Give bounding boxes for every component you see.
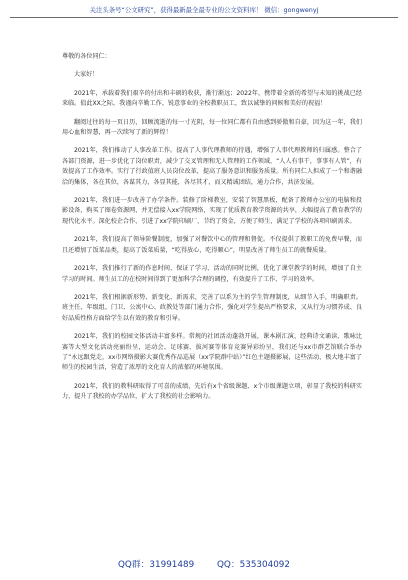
paragraph: 2021年，我们的校园文体活动丰富多样。常规的社团活动蓬勃开展，课本剧汇演、经典诗文诵读、歌咏比赛等大型文化活动亮丽纷呈，运动会、足球赛、拔河赛等体育竞赛异彩纷呈，我们还与xx市群艺馆联合举办了“永远跟党走，xx市网络摄影大赛优秀作品巡展（xx学院群中站）”红色主题摄影展，这些活动，极大地丰富了师生的校园生活，营造了浓厚的文化育人的浓郁的环境氛围。 [62,333,362,372]
paragraph: 翻阅过往的每一页日历，回顾流逝的每一寸光阴，每一位同仁都有自由感到骄傲和自豪，因为这一年，我们用心血和智慧，再一次续写了新的辉煌！ [62,118,362,137]
qq-number: QQ：535304092 [216,560,291,570]
qq-group-number: QQ群：31991489 [117,560,195,570]
page-header: 关注头条号“公文研究”，获得最新最全最专业的公文资料库！ 微信：gongwenyj [10,6,398,18]
paragraph: 2021年，我们进一步改善了办学条件。装修了阶梯教室，安装了智慧黑板，配备了教师办公室的电脑和投影设备，购买了图卷资源网，并无偿接入xx学院网络，实现了优质教育教学资源的共享，大幅提高了教育教学的现代化水平。深化校企合作，引进了xx学院印刷厂，节约了资金，方便了师生，满足了学校的各项印刷需求。 [62,197,362,225]
paragraph: 2021年，我们的教科研取得了可喜的成绩，先后有x个省级课题、x个市级课题立项，彰显了我校的科研实力，提升了我校的办学品位，扩大了我校的社会影响力。 [62,382,362,401]
paragraph: 2021年，承载着我们艰辛的付出和丰硕的收获，渐行渐远；2022年，携带着全新的希望与未知的挑战已经来临。值此XX之际，我谨向辛勤工作、锐意事业的全校教职员工，致以诚挚的问候和美好的祝福！ [62,89,362,108]
document-body [62,52,362,411]
greeting: 大家好！ [74,71,99,79]
salutation: 尊敬的各位同仁： [62,53,111,60]
paragraph: 2021年，我们推行了新的作息时间，保证了学习、活动的同时比例，优化了课堂教学的时间，增加了自主学习的时间。师生员工的在校时间得到了更加科学合理的调控，有效提升了工作、学习的效率。 [62,265,362,283]
paragraph: 2021年，我们推动了人事改革工作。提高了人事代理教师的待遇，增强了人事代理教师的归属感。整合了各部门资源，进一步优化了岗位职责，减少了交叉管理和无人管理的工作领域，“人人有事干，事事有人管”，有效提高了工作效率。实行了行政值班人员岗位改革，提高了服务意识和服务质量。所有同仁人担成了一个和谐融洽的集体，各在其位，各谋其力，各显其能，各尽其才，而又精诚团结，通力合作，共济发展。 [62,147,362,186]
page-footer [0,560,408,570]
paragraph: 2021年，我们根据新形势、新变化、新需求，完善了以系为主的学生管理制度，从细节入手，明确职责。班主任、年级组、门卫、公寓中心、政教处等部门通力合作，强化对学生提出严格要求，又从行为习惯养成、良好品质性格方面给学生以有效的教育和引导。 [62,293,362,322]
paragraph: 2021年，我们提高了领导阶餐制度，加强了对餐饮中心的管理和督促。不仅提供了教职工的免费早餐，而且还增加了饭菜品类，提高了饭菜质量，“吃得放心，吃得顺心”，明显改善了师生员工的就餐质量。 [62,236,362,254]
